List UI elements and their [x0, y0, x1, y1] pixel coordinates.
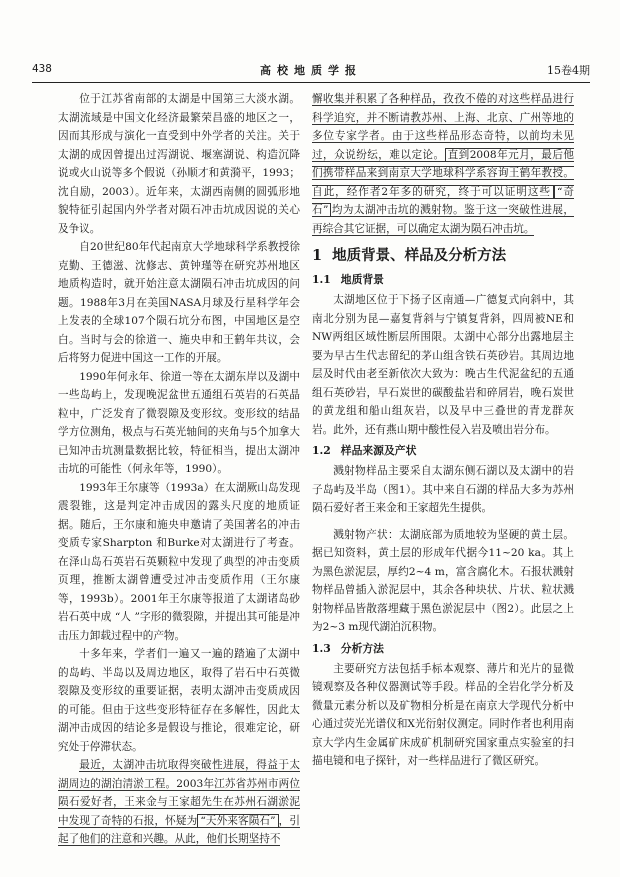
boxed-quote: “天外来客陨石” — [197, 814, 278, 828]
left-column — [58, 90, 300, 849]
boxed-quote: “奇石” — [312, 185, 574, 216]
intro-paragraph-2: 自20世纪80年代起南京大学地球科学系教授徐克勤、王德滋、沈修志、黄钟瑾等在研究苏州地区地质构造时，就开始注意太湖陨石冲击坑成因的问题。1988年3月在美国NASA月球及行星科学年会上发表的全球107个陨石坑分布图，中国地区是空白。当时与会的徐道一、施央申和王鹤年共议，会后将努力促进中国这一工作的开展。 — [58, 241, 300, 364]
underlined-text: 最近，太湖冲击坑取得突破性进展，得益于太湖周边的湖泊清淤工程。2003年江苏省苏州市两位陨石爱好者，王来金与王家超先生在苏州石湖淤泥中发现了奇特的石报，怀疑为 — [58, 759, 300, 827]
underlined-text: 均为太湖冲击坑的溅射物。鉴于这一突破性进展，再综合其它证据，可以确定太湖为陨石冲击坑。 — [312, 204, 575, 235]
samples-paragraph-2: 溅射物产状：太湖底部为质地较为坚硬的黄土层。据已知资料，黄土层的形成年代据今11~20 ka。其上为黑色淤泥层，厚约2~4 m，富含腐化木。石报状溅射物样品曾插入淤泥层中，其余各种块状、片状、粒状溅射物样品皆散落埋藏于黑色淤泥层中（图2）。此层之上为2~3 m现代湖泊沉积物。 — [312, 528, 574, 633]
intro-paragraph-1: 位于江苏省南部的太湖是中国第三大淡水湖。太湖流域是中国文化经济最繁荣昌盛的地区之一，因而其形成与演化一直受到中外学者的关注。关于太湖的成因曾提出过泻湖说、堰塞湖说、构造沉降说或火山说等多个假说（孙顺才和黄漪平，1993；沈自励，2003）。近年来，太湖西南侧的圆弧形地貌特征引起国内外学者对陨石冲击坑成因说的关心及争议。 — [58, 93, 300, 235]
subsection-heading-1-3: 1.3 分析方法 — [312, 641, 384, 655]
geology-paragraph: 太湖地区位于下扬子区南通—广德复式向斜中，其南北分别为昆—嘉复背斜与宁镇复背斜，四周被NE和NW两组区域性断层所围限。太湖中心部分出露地层主要为早古生代志留纪的茅山组含铁石英砂岩。其周边地层及时代由老至新依次大致为：晚古生代泥盆纪的五通组石英砂岩，早石炭世的碳酸盐岩和碎屑岩，晚石炭世的黄龙组和船山组灰岩，以及早中三叠世的青龙群灰岩。此外，还有燕山期中酸性侵入岩及喷出岩分布。 — [312, 294, 574, 436]
running-header — [32, 60, 590, 83]
intro-paragraph-5: 十多年来，学者们一遍又一遍的踏遍了太湖中的岛屿、半岛以及周边地区，取得了岩石中石英微裂隙及变形纹的重要证据，表明太湖冲击变质成因的可能。但由于这些变形特征存在多解性，因此太湖冲击成因的结论多是假设与推论，很难定论，研究处于停滞状态。 — [58, 648, 300, 753]
samples-paragraph-1: 溅射物样品主要采自太湖东侧石湖以及太湖中的岩子岛屿及半岛（图1）。其中来自石湖的样品大多为苏州陨石爱好者王来金和王家超先生提供。 — [312, 465, 574, 514]
journal-title: 高校地质学报 — [260, 64, 362, 77]
boxed-text: 直到2008年元月，最后他们携带样品来到南京大学地球科学系容询王鹤年教授。自此，经作者2年多的研究，终于可以证明这些 — [312, 148, 574, 198]
subsection-heading-1-2: 1.2 样品来源及产状 — [312, 444, 417, 457]
intro-paragraph-6 — [58, 756, 300, 849]
page-number: 438 — [32, 62, 52, 75]
right-column — [312, 90, 574, 771]
underlined-text: ，引起了他们的注意和兴趣。从此，他们长期坚持不 — [58, 814, 300, 845]
underlined-text: 懈收集并积累了各种样品，孜孜不倦的对这些样品进行科学追究，并不断请教苏州、上海、北京、广州等地的多位专家学者。由于这些样品形态奇特，以前均未见过，众说纷纭，难以定论。 — [312, 93, 574, 161]
continued-paragraph — [312, 90, 574, 238]
subsection-heading-1-1: 1.1 地质背景 — [312, 273, 384, 286]
volume-issue: 15卷4期 — [547, 64, 590, 77]
intro-paragraph-4: 1993年王尔康等（1993a）在太湖厥山岛发现震裂锥，这是判定冲击成因的露头尺度的地质证据。随后，王尔康和施央申邀请了美国著名的冲击变质专家Sharpton 和Burke对太湖进行了考查。在泽山岛石英岩石英颗粒中发现了典型的冲击变质页理，推断太湖曾遭受过冲击变质作用（王尔康等，1993b）。2001年王尔康等报道了太湖诸岛砂岩石英中成 “人 ”字形的微裂隙，并提出其可能是冲击压力卸载过程中的产物。 — [58, 481, 300, 642]
section-heading-1: 1 地质背景、样品及分析方法 — [312, 247, 507, 264]
intro-paragraph-3: 1990年何永年、徐道一等在太湖东岸以及湖中一些岛屿上，发现晚泥盆世五通组石英岩的石英晶粒中，广泛发育了微裂隙及变形纹。变形纹的结晶学方位测角，极点与石英光轴间的夹角与5个加拿大已知冲击坑测量数据比较，特征相当，提出太湖冲击坑的可能性（何永年等，1990）。 — [58, 370, 300, 475]
methods-paragraph: 主要研究方法包括手标本观察、薄片和光片的显微镜观察及各种仪器测试等手段。样品的全岩化学分析及微量元素分析以及矿物相分析是在南京大学现代分析中心通过荧光光谱仪和X光衍射仪测定。同时作者也利用南京大学内生金属矿床成矿机制研究国家重点实验室的扫描电镜和电子探针，对一些样品进行了微区研究。 — [312, 662, 574, 767]
